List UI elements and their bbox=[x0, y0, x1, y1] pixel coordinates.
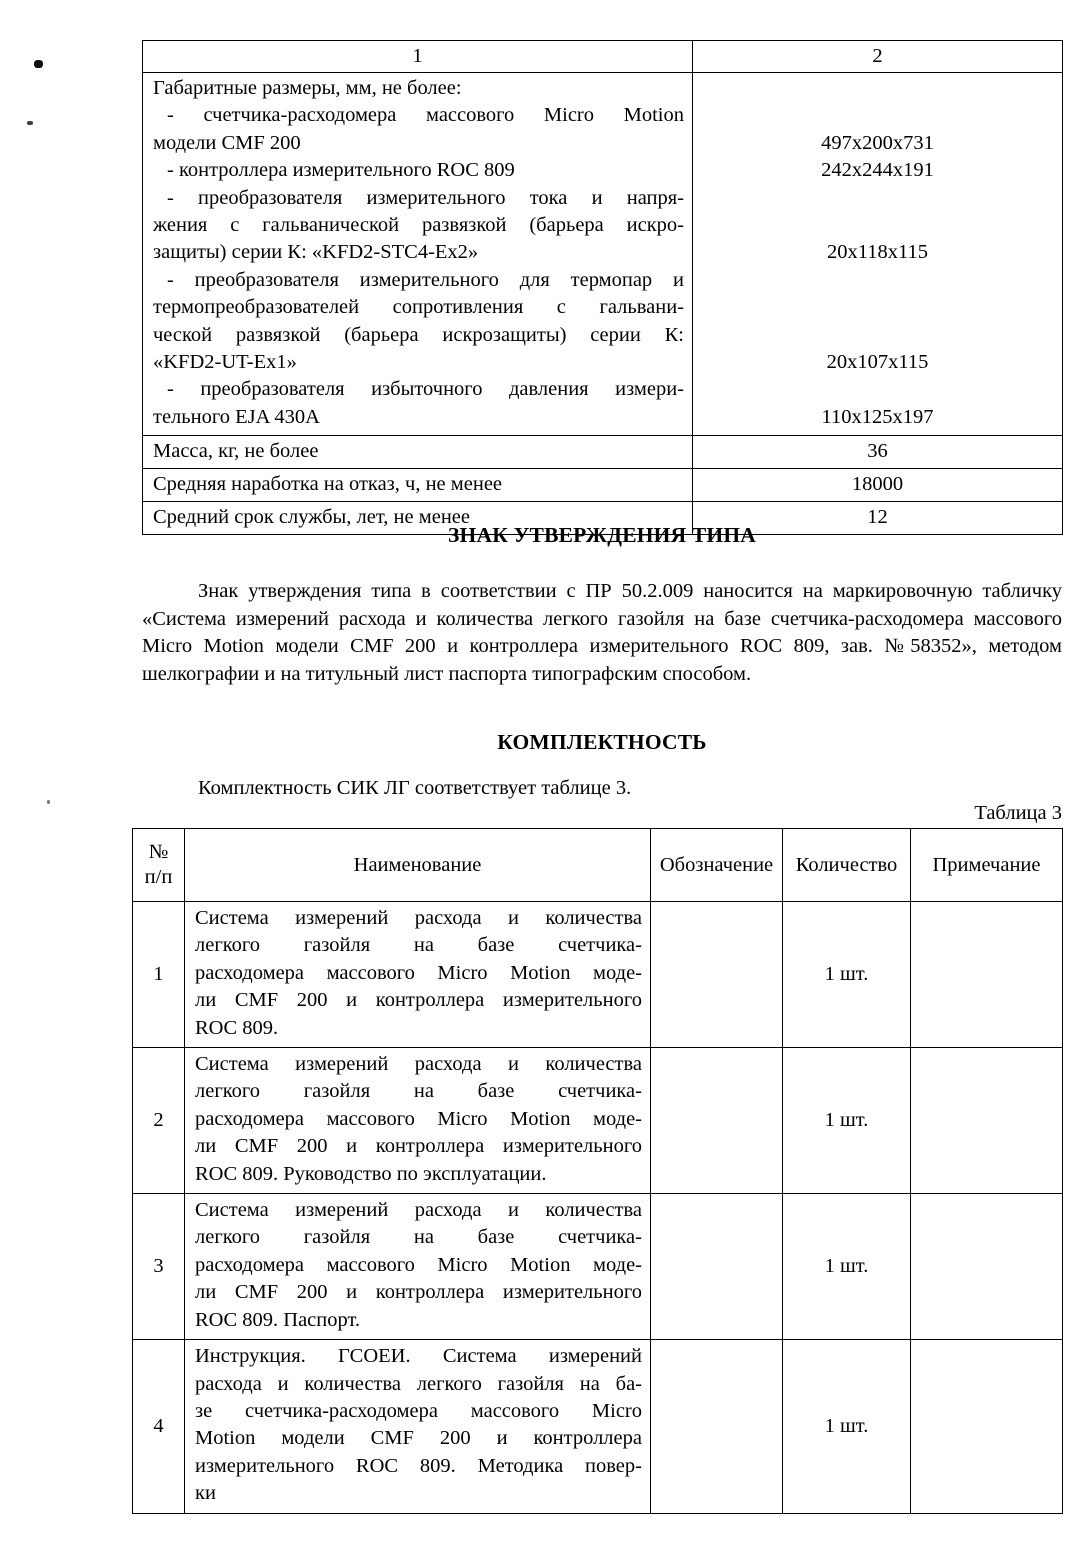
dimension-value: 242x244x191 bbox=[821, 159, 934, 182]
row-description bbox=[185, 1340, 651, 1513]
row-description bbox=[185, 1048, 651, 1194]
desc-line: расходомера массового Micro Motion моде- bbox=[195, 961, 642, 984]
desc-line: ли CMF 200 и контроллера измерительного bbox=[195, 1135, 642, 1158]
row-number: 4 bbox=[133, 1340, 185, 1513]
row-value-lifetime: 12 bbox=[693, 502, 1063, 535]
desc-line: ROC 809. bbox=[195, 1016, 279, 1039]
row-label-mtbf: Средняя наработка на отказ, ч, не менее bbox=[143, 469, 693, 502]
row-designation bbox=[651, 902, 783, 1048]
desc-line: легкого газойля на базе счетчика- bbox=[195, 1226, 642, 1249]
column-header-number bbox=[133, 829, 185, 902]
desc-line: ROC 809. Руководство по эксплуатации. bbox=[195, 1162, 547, 1185]
desc-line: расходомера массового Micro Motion моде- bbox=[195, 1253, 642, 1276]
row-number: 2 bbox=[133, 1048, 185, 1194]
dimensions-values-cell bbox=[693, 73, 1063, 436]
column-header-designation: Обозначение bbox=[651, 829, 783, 902]
spec-line: - преобразователя измерительного тока и напря- bbox=[167, 186, 684, 209]
technical-characteristics-table bbox=[142, 40, 1062, 535]
dimension-value: 110x125x197 bbox=[821, 405, 934, 428]
dimensions-label-cell bbox=[143, 73, 693, 436]
dimension-value: 20x118x115 bbox=[827, 241, 928, 264]
column-header-name: Наименование bbox=[185, 829, 651, 902]
column-header-2: 2 bbox=[693, 41, 1063, 73]
column-header-quantity: Количество bbox=[783, 829, 911, 902]
table-header-row bbox=[133, 829, 1063, 902]
scan-artifact-speck bbox=[34, 60, 43, 68]
spec-line: - счетчика-расходомера массового Micro Motion bbox=[167, 104, 684, 127]
table-caption-3: Таблица 3 bbox=[974, 802, 1062, 824]
scan-artifact-speck bbox=[27, 121, 33, 125]
table-header-row bbox=[143, 41, 1063, 73]
desc-line: Система измерений расхода и количества bbox=[195, 1199, 642, 1222]
spec-line: Габаритные размеры, мм, не более: bbox=[153, 77, 462, 99]
spec-line: - преобразователя избыточного давления измери- bbox=[167, 378, 684, 401]
row-designation bbox=[651, 1194, 783, 1340]
row-note bbox=[911, 1194, 1063, 1340]
desc-line: ROC 809. Паспорт. bbox=[195, 1308, 361, 1331]
column-header-note: Примечание bbox=[911, 829, 1063, 902]
row-quantity: 1 шт. bbox=[783, 1048, 911, 1194]
row-quantity: 1 шт. bbox=[783, 902, 911, 1048]
row-note bbox=[911, 1048, 1063, 1194]
desc-line: Инструкция. ГСОЕИ. Система измерений bbox=[195, 1345, 642, 1368]
spec-line: «KFD2-UT-Ex1» bbox=[153, 351, 297, 374]
desc-line: ли CMF 200 и контроллера измерительного bbox=[195, 989, 642, 1012]
desc-line: Система измерений расхода и количества bbox=[195, 907, 642, 929]
dimension-value: 20x107x115 bbox=[826, 351, 929, 373]
spec-line: жения с гальванической развязкой (барьера искро- bbox=[153, 214, 684, 237]
row-label-mass: Масса, кг, не более bbox=[143, 436, 693, 469]
header-num-line2: п/п bbox=[144, 866, 173, 888]
column-header-1: 1 bbox=[143, 41, 693, 73]
row-quantity: 1 шт. bbox=[783, 1194, 911, 1340]
section-title-completeness: КОМПЛЕКТНОСТЬ bbox=[497, 730, 707, 754]
table-row-dimensions bbox=[143, 73, 1063, 436]
desc-line: расходомера массового Micro Motion моде- bbox=[195, 1107, 642, 1130]
row-note bbox=[911, 902, 1063, 1048]
desc-line: расхода и количества легкого газойля на ба- bbox=[195, 1372, 642, 1395]
spec-line: - преобразователя измерительного для термопар и bbox=[167, 268, 684, 291]
row-description bbox=[185, 902, 651, 1048]
section-title-type-approval-mark: ЗНАК УТВЕРЖДЕНИЯ ТИПА bbox=[448, 523, 756, 547]
spec-line: термопреобразователей сопротивления с гальвани- bbox=[153, 296, 684, 319]
spec-line: защиты) серии К: «KFD2-STC4-Ex2» bbox=[153, 241, 479, 264]
spec-line: тельного EJA 430A bbox=[153, 405, 320, 428]
row-note bbox=[911, 1340, 1063, 1513]
paragraph-type-approval-mark: Знак утверждения типа в соответствии с ПР 50.2.009 наносится на маркировочную табличку «Система измерений расхода и количества легкого газойля на базе счетчика-расходомера массового Micro Motion модели CMF 200 и контроллера измерительного ROC 809, зав. №58352», методом шелкографии и на титульный лист паспорта типографским способом. bbox=[142, 580, 1062, 685]
spec-line: ческой развязкой (барьера искрозащиты) серии К: bbox=[153, 323, 684, 346]
desc-line: зе счетчика-расходомера массового Micro bbox=[195, 1399, 642, 1422]
dimension-value: 497x200x731 bbox=[821, 131, 934, 154]
row-designation bbox=[651, 1048, 783, 1194]
table-row bbox=[143, 469, 1063, 502]
header-num-line1: № bbox=[148, 841, 169, 863]
spec-line: - контроллера измерительного ROC 809 bbox=[167, 159, 515, 182]
desc-line: Система измерений расхода и количества bbox=[195, 1053, 642, 1076]
row-value-mtbf: 18000 bbox=[693, 469, 1063, 502]
row-designation bbox=[651, 1340, 783, 1513]
table-row bbox=[143, 436, 1063, 469]
desc-line: Motion модели CMF 200 и контроллера bbox=[195, 1427, 642, 1450]
paragraph-completeness: Комплектность СИК ЛГ соответствует таблице 3. bbox=[198, 777, 632, 799]
desc-line: ки bbox=[195, 1482, 216, 1505]
desc-line: легкого газойля на базе счетчика- bbox=[195, 1080, 642, 1103]
row-quantity: 1 шт. bbox=[783, 1340, 911, 1513]
table-row bbox=[133, 1340, 1063, 1513]
table-row bbox=[133, 902, 1063, 1048]
spec-line: модели CMF 200 bbox=[153, 131, 301, 154]
desc-line: легкого газойля на базе счетчика- bbox=[195, 934, 642, 957]
row-value-mass: 36 bbox=[693, 436, 1063, 469]
table-row bbox=[133, 1048, 1063, 1194]
desc-line: ли CMF 200 и контроллера измерительного bbox=[195, 1281, 642, 1304]
row-label-lifetime: Средний срок службы, лет, не менее bbox=[143, 502, 693, 535]
row-number: 3 bbox=[133, 1194, 185, 1340]
desc-line: измерительного ROC 809. Методика повер- bbox=[195, 1454, 642, 1477]
completeness-table bbox=[132, 828, 1062, 1514]
row-description bbox=[185, 1194, 651, 1340]
table-row bbox=[133, 1194, 1063, 1340]
row-number: 1 bbox=[133, 902, 185, 1048]
scan-artifact-speck bbox=[47, 800, 50, 804]
